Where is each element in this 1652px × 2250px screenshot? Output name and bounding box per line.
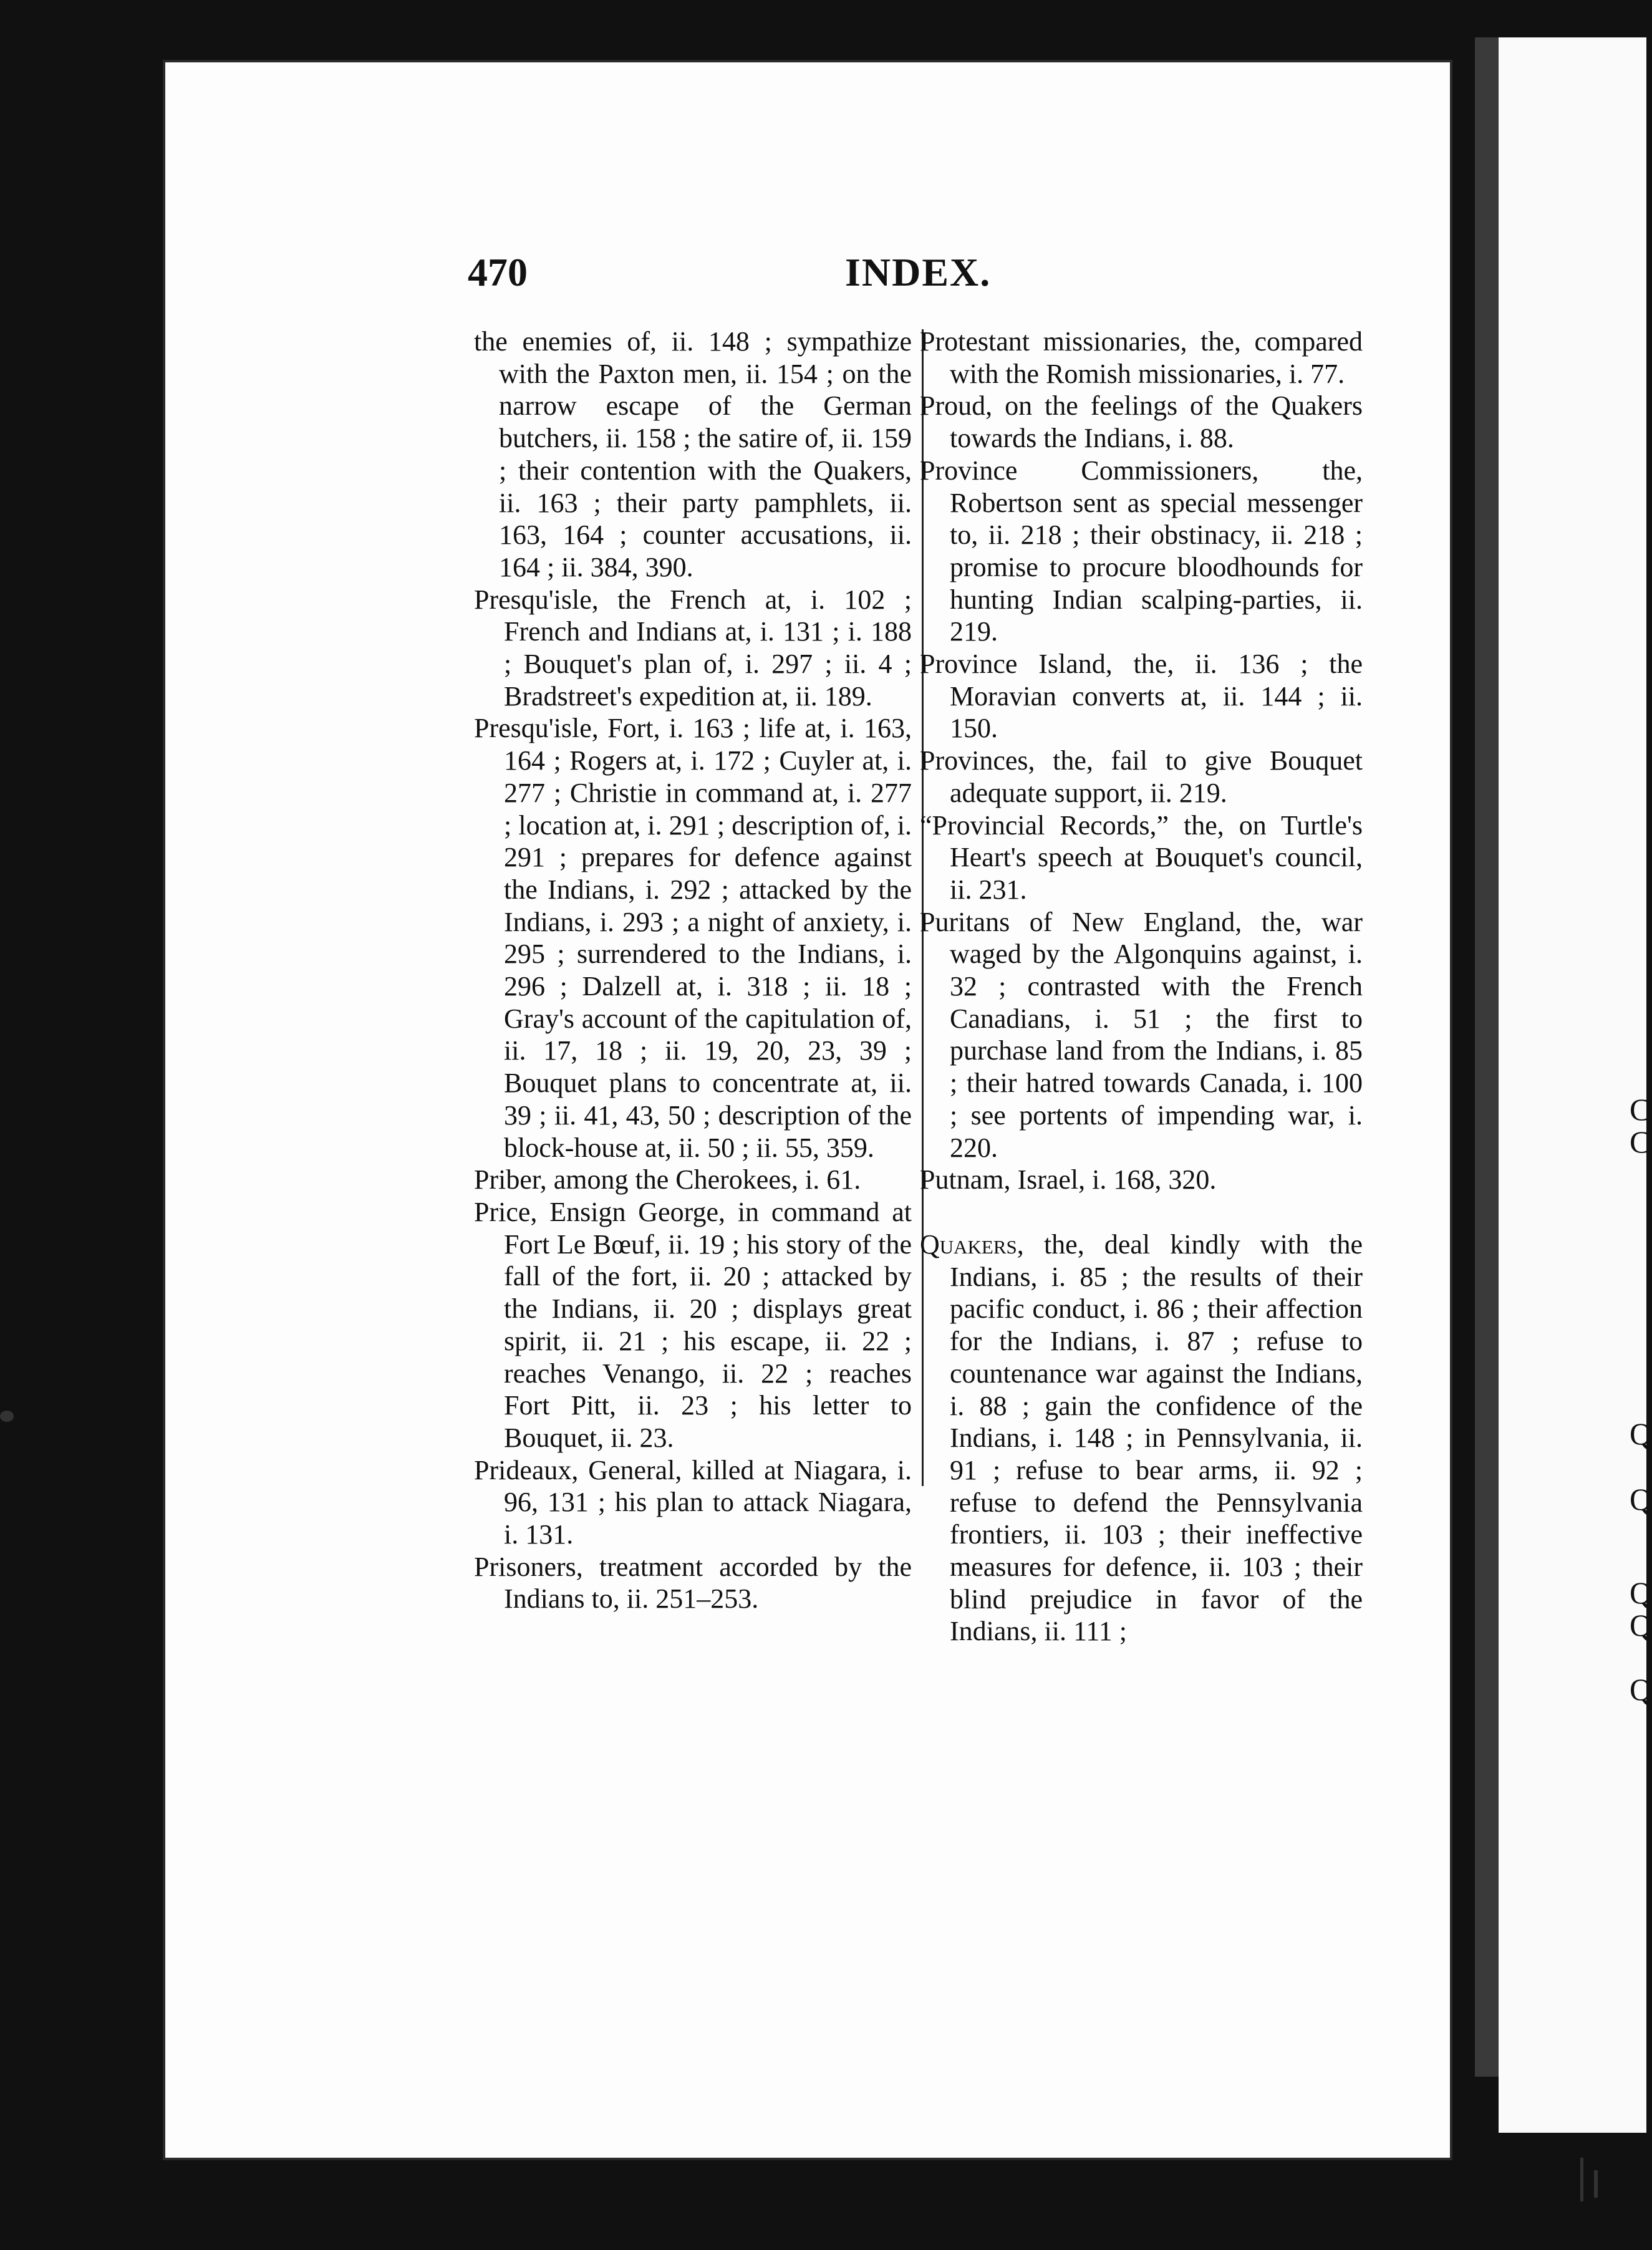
index-entry: Putnam, Israel, i. 168, 320. xyxy=(920,1164,1217,1195)
index-entry: the enemies of, ii. 148 ; sympathize with the Paxton men, ii. 154 ; on the narrow escape of the German butchers, ii. 158 ; the satire of, ii. 159 ; their contention with the Quakers, ii. 163 ; their party pamphlets, ii. 163, 164 ; counter accusations, ii. 164 ; ii. 384, 390. xyxy=(474,326,912,582)
index-entry: Prideaux, General, killed at Niagara, i. 96, 131 ; his plan to attack Niagara, i. 131. xyxy=(474,1454,912,1550)
scan-speck xyxy=(1594,2170,1598,2198)
index-entry: Proud, on the feelings of the Quakers towards the Indians, i. 88. xyxy=(920,390,1363,454)
index-entry: “Provincial Records,” the, on Turtle's Heart's speech at Bouquet's council, ii. 231. xyxy=(920,809,1363,905)
facing-edge-letter: Q xyxy=(1630,1416,1652,1451)
index-entry-quakers xyxy=(920,1229,1363,1648)
facing-edge-letter: Q xyxy=(1630,1608,1652,1643)
scan-speck xyxy=(1580,2158,1583,2201)
index-entry: Priber, among the Cherokees, i. 61. xyxy=(474,1164,861,1195)
index-entry: Puritans of New England, the, war waged by the Algonquins against, i. 32 ; contrasted with the French Canadians, i. 51 ; the first to purchase land from the Indians, i. 85 ; their hatred towards Canada, i. 100 ; see portents of impending war, i. 220. xyxy=(920,906,1363,1163)
index-entry-text: , the, deal kindly with the Indians, i. 85 ; the results of their pacific conduct, i. 86 ; their affection for the Indians, i. 87 ; refuse to countenance war against the Indians, i. 88 ; gain the confidence of the Indians, i. 148 ; in Pennsylvania, ii. 91 ; refuse to bear arms, ii. 92 ; refuse to defend the Pennsylvania frontiers, ii. 103 ; their ineffective measures for defence, ii. 103 ; their blind prejudice in favor of the Indians, ii. 111 ; xyxy=(950,1229,1363,1647)
facing-edge-letter: C xyxy=(1630,1124,1651,1159)
facing-edge-letter: C xyxy=(1630,1092,1651,1127)
facing-edge-letter: Q xyxy=(1630,1482,1652,1517)
index-entry: Province Commissioners, the, Robertson sent as special messenger to, ii. 218 ; their obstinacy, ii. 218 ; promise to procure bloodhounds for hunting Indian scalping-parties, ii. 219. xyxy=(920,455,1363,647)
index-entry: Presqu'isle, Fort, i. 163 ; life at, i. 163, 164 ; Rogers at, i. 172 ; Cuyler at, i. 277 ; Christie in command at, i. 277 ; location at, i. 291 ; description of, i. 291 ; prepares for defence against the Indians, i. 292 ; attacked by the Indians, i. 293 ; a night of anxiety, i. 295 ; surrendered to the Indians, i. 296 ; Dalzell at, i. 318 ; ii. 18 ; Gray's account of the capitulation of, ii. 17, 18 ; ii. 19, 20, 23, 39 ; Bouquet plans to concentrate at, ii. 39 ; ii. 41, 43, 50 ; description of the block-house at, ii. 50 ; ii. 55, 359. xyxy=(474,713,912,1163)
index-entry: Provinces, the, fail to give Bouquet adequate support, ii. 219. xyxy=(920,745,1363,808)
facing-edge-letter: Q xyxy=(1630,1575,1652,1610)
index-column-left xyxy=(474,326,912,1615)
index-entry: Prisoners, treatment accorded by the Indians to, ii. 251–253. xyxy=(474,1551,912,1615)
book-gutter xyxy=(1475,37,1499,2077)
scan-speck xyxy=(0,1411,14,1422)
index-entry: Province Island, the, ii. 136 ; the Moravian converts at, ii. 144 ; ii. 150. xyxy=(920,649,1363,744)
index-entry: Presqu'isle, the French at, i. 102 ; French and Indians at, i. 131 ; i. 188 ; Bouquet's plan of, i. 297 ; ii. 4 ; Bradstreet's expedition at, ii. 189. xyxy=(474,584,912,712)
letter-section-gap xyxy=(920,1196,1363,1229)
facing-edge-letter: Q xyxy=(1630,1672,1652,1707)
index-entry: Protestant missionaries, the, compared with the Romish missionaries, i. 77. xyxy=(920,326,1363,389)
page-number: 470 xyxy=(468,250,528,294)
index-entry: Price, Ensign George, in command at Fort Le Bœuf, ii. 19 ; his story of the fall of the fort, ii. 20 ; attacked by the Indians, ii. 20 ; displays great spirit, ii. 21 ; his escape, ii. 22 ; reaches Venango, ii. 22 ; reaches Fort Pitt, ii. 23 ; his letter to Bouquet, ii. 23. xyxy=(474,1196,912,1453)
running-head: INDEX. xyxy=(845,250,992,294)
index-headword: Quakers xyxy=(920,1229,1017,1260)
index-column-right xyxy=(920,326,1363,1648)
facing-page xyxy=(1499,37,1652,2133)
